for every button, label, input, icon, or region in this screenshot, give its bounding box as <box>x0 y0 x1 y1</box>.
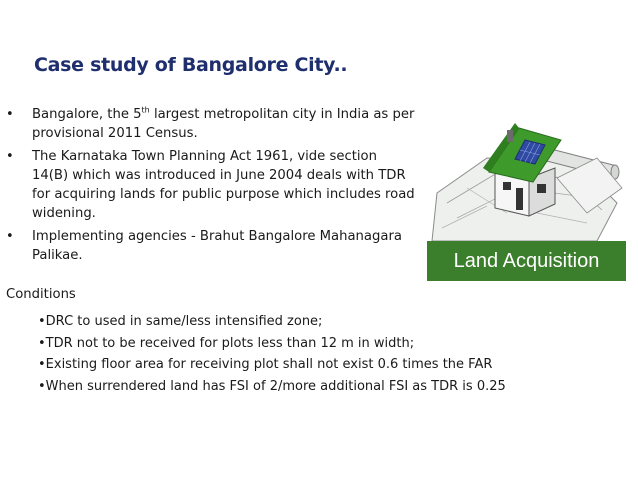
condition-item: •TDR not to be received for plots less than 12 m in width; <box>38 335 415 351</box>
bullet-text: Implementing agencies - Brahut Bangalore Mahanagara Palikae. <box>32 229 402 263</box>
bullet-list <box>6 105 416 269</box>
banner-label: Land Acquisition <box>453 249 600 272</box>
bullet-marker: • <box>6 229 14 244</box>
bullet-marker: • <box>6 107 14 122</box>
land-acquisition-banner <box>427 241 626 281</box>
bullet-item <box>6 105 416 143</box>
condition-item: •Existing floor area for receiving plot shall not exist 0.6 times the FAR <box>38 357 493 372</box>
bullet-text-part: Bangalore, the 5 <box>32 107 142 122</box>
conditions-heading: Conditions <box>6 287 76 302</box>
land-acquisition-image <box>427 118 626 281</box>
slide-title: Case study of Bangalore City.. <box>34 54 348 76</box>
condition-item: •DRC to used in same/less intensified zone; <box>38 314 323 329</box>
bullet-text-part: largest metropolitan city in India as per provisional 2011 Census. <box>32 107 415 141</box>
conditions-list <box>38 311 506 397</box>
ordinal-superscript: th <box>141 105 150 115</box>
bullet-text: The Karnataka Town Planning Act 1961, vide section 14(B) which was introduced in June 2004 deals with TDR for acquiring lands for public purpose which includes road widening. <box>32 149 415 221</box>
bullet-item <box>6 147 416 223</box>
bullet-item <box>6 227 416 265</box>
bullet-marker: • <box>6 149 14 164</box>
house-on-blueprints-icon <box>427 118 626 241</box>
condition-item: •When surrendered land has FSI of 2/more additional FSI as TDR is 0.25 <box>38 378 506 394</box>
